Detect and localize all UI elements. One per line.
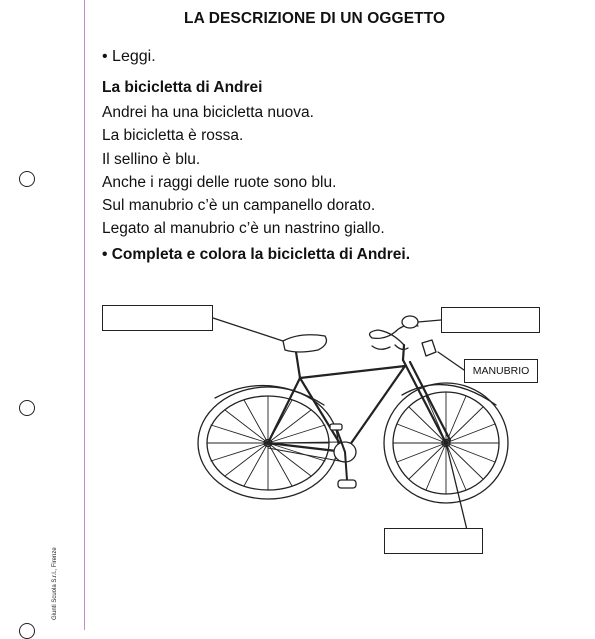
bicycle-frame: [268, 345, 450, 452]
headlight: [422, 340, 436, 356]
story-line: Sul manubrio c’è un campanello dorato.: [102, 197, 376, 215]
bell: [402, 316, 418, 328]
bell-leader-line: [418, 320, 441, 322]
page-title: LA DESCRIZIONE DI UN OGGETTO: [184, 10, 446, 27]
story-line: Legato al manubrio c’è un nastrino giallo.: [102, 220, 385, 238]
story-line: La bicicletta è rossa.: [102, 127, 244, 145]
saddle-leader-line: [213, 318, 292, 344]
handlebar-label-text: MANUBRIO: [472, 365, 530, 377]
wheel-leader-line: [446, 443, 467, 530]
read-instruction: • Leggi.: [102, 48, 156, 65]
handlebar-leader-line: [438, 352, 464, 370]
copyright-note: Giunti Scuola S.r.l., Firenze: [52, 547, 58, 620]
wheel-label-box[interactable]: [384, 528, 483, 554]
saddle-label-box[interactable]: [102, 305, 213, 331]
story-line: Il sellino è blu.: [102, 150, 201, 168]
story-line: Andrei ha una bicicletta nuova.: [102, 104, 314, 121]
story-title: La bicicletta di Andrei: [102, 79, 263, 96]
ribbon: [372, 346, 390, 349]
saddle: [283, 335, 326, 352]
coloring-instruction: • Completa e colora la bicicletta di Andrei.: [102, 246, 411, 263]
story-line: Anche i raggi delle ruote sono blu.: [102, 173, 337, 191]
bell-label-box[interactable]: [441, 307, 540, 333]
handlebar-label-box: [464, 359, 538, 383]
pedal: [338, 480, 356, 488]
